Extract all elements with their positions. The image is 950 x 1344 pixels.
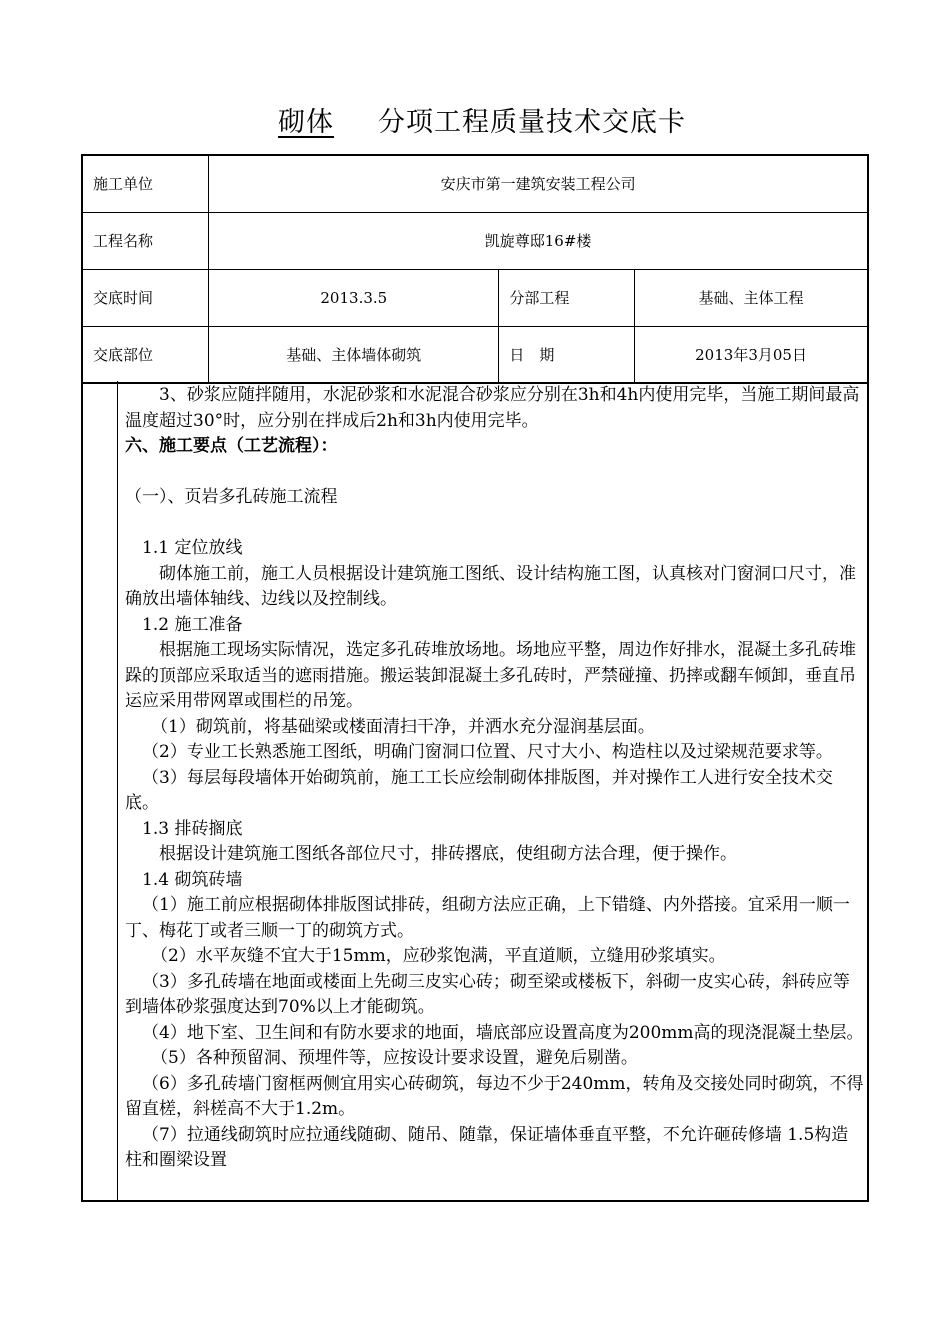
item-1-4-6: （6）多孔砖墙门窗框两侧宜用实心砖砌筑，每边不少于240mm，转角及交接处同时砌筑，不得留直槎，斜槎高不大于1.2m。 [125,1073,864,1119]
heading-1-2: 1.2 施工准备 [142,614,243,635]
paragraph-mortar: 3、砂浆应随拌随用，水泥砂浆和水泥混合砂浆应分别在3h和4h内使用完毕，当施工期间最高温度超过30°时，应分别在拌成后2h和3h内使用完毕。 [125,385,860,431]
heading-1-3: 1.3 排砖搁底 [142,818,243,839]
part-label: 交底部位 [82,326,209,383]
item-1-4-7: （7）拉通线砌筑时应拉通线随砌、随吊、随靠，保证墙体垂直平整，不允许砸砖修墙 1.5构造柱和圈梁设置 [125,1124,849,1170]
item-1-2-2: （2）专业工长熟悉施工图纸，明确门窗洞口位置、尺寸大小、构造柱以及过梁规范要求等。 [142,742,833,762]
item-1-4-1: （1）施工前应根据砌体排版图试排砖，组砌方法应正确，上下错缝、内外搭接。宜采用一顺一丁、梅花丁或者三顺一丁的砌筑方式。 [125,895,850,941]
part-value: 基础、主体墙体砌筑 [209,326,499,383]
subsection-heading: （一）、页岩多孔砖施工流程 [125,487,338,507]
paragraph-1-3: 根据设计建筑施工图纸各部位尺寸，排砖撂底，使组砌方法合理，便于操作。 [159,844,737,864]
content-text [125,383,865,1174]
title-text: 分项工程质量技术交底卡 [378,107,686,138]
item-1-2-1: （1）砌筑前，将基础梁或楼面清扫干净，并洒水充分湿润基层面。 [151,716,655,737]
date-label: 日 期 [499,326,635,383]
item-1-4-2: （2）水平灰缝不宜大于15mm，应砂浆饱满，平直道顺，立缝用砂浆填实。 [151,946,726,966]
item-1-4-5: （5）各种预留洞、预埋件等，应按设计要求设置，避免后剔凿。 [151,1048,638,1068]
title-underlined-part: 砌体 [278,107,334,138]
section-value: 基础、主体工程 [635,269,868,326]
table-row [82,212,868,269]
table-row [82,326,868,383]
table-row [82,155,868,212]
heading-1-1: 1.1 定位放线 [142,538,243,558]
table-row [82,269,868,326]
paragraph-1-2: 根据施工现场实际情况，选定多孔砖堆放场地。场地应平整，周边作好排水，混凝土多孔砖堆跺的顶部应采取适当的遮雨措施。搬运装卸混凝土多孔砖时，严禁碰撞、扔摔或翻车倾卸，垂直吊运应采用带网罩或围栏的吊笼。 [125,640,856,711]
item-1-4-3: （3）多孔砖墙在地面或楼面上先砌三皮实心砖；砌至梁或楼板下，斜砌一皮实心砖，斜砖应等到墙体砂浆强度达到70%以上才能砌筑。 [125,971,850,1017]
item-1-4-4: （4）地下室、卫生间和有防水要求的地面，墙底部应设置高度为200mm高的现浇混凝土垫层。 [142,1022,864,1043]
paragraph-1-1: 砌体施工前，施工人员根据设计建筑施工图纸、设计结构施工图，认真核对门窗洞口尺寸，准确放出墙体轴线、边线以及控制线。 [125,563,856,609]
section-label: 分部工程 [499,269,635,326]
heading-1-4: 1.4 砌筑砖墙 [142,869,243,890]
date-value: 2013年3月05日 [635,326,868,383]
content-box [81,381,869,1202]
info-table [81,154,869,384]
project-value: 凯旋尊邸16#楼 [209,212,868,269]
time-value: 2013.3.5 [209,269,499,326]
project-label: 工程名称 [82,212,209,269]
time-label: 交底时间 [82,269,209,326]
unit-label: 施工单位 [82,155,209,212]
margin-divider [117,381,118,1200]
document-title [0,100,950,139]
item-1-2-3: （3）每层每段墙体开始砌筑前，施工工长应绘制砌体排版图，并对操作工人进行安全技术交底。 [125,767,833,813]
section-heading-6: 六、施工要点（工艺流程）： [125,436,338,456]
unit-value: 安庆市第一建筑安装工程公司 [209,155,868,212]
